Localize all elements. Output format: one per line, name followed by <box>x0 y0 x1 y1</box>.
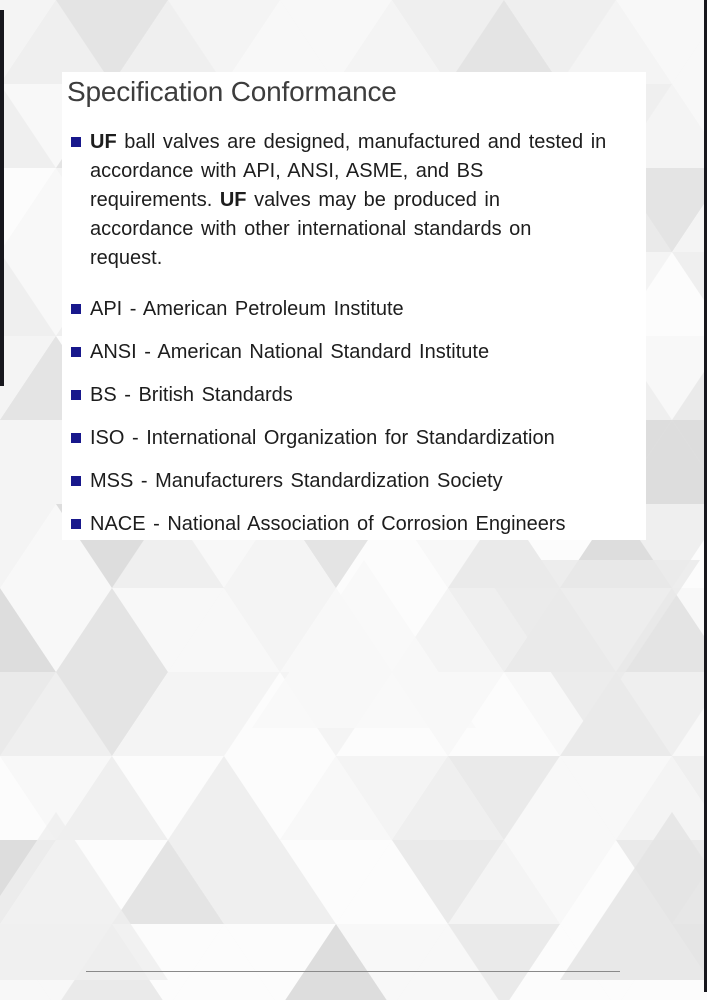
bullet-item <box>62 381 646 410</box>
bullet-square-icon <box>71 476 81 486</box>
content-panel <box>62 72 646 540</box>
bullet-text: ISO - International Organization for Standardization <box>90 427 555 449</box>
bullet-text: MSS - Manufacturers Standardization Society <box>90 470 503 492</box>
bullet-text: BS - British Standards <box>90 384 293 406</box>
bullet-square-icon <box>71 137 81 147</box>
bullet-text: NACE - National Association of Corrosion Engineers <box>90 513 566 535</box>
bullet-item <box>62 510 646 539</box>
bottom-separator-line <box>86 971 620 972</box>
bullet-item <box>62 467 646 496</box>
bullet-item <box>62 338 646 367</box>
page-title: Specification Conformance <box>67 76 397 107</box>
bullet-item <box>62 424 646 453</box>
bullet-square-icon <box>71 390 81 400</box>
bullet-text: ANSI - American National Standard Institute <box>90 341 490 363</box>
bullet-square-icon <box>71 347 81 357</box>
bullet-square-icon <box>71 519 81 529</box>
bullet-text: UF ball valves are designed, manufactured and tested in accordance with API, ANSI, ASME, and BS requirements. UF valves may be produced in accordance with other international standards on request. <box>90 131 607 269</box>
bullet-item <box>62 128 646 273</box>
bullet-item <box>62 295 646 324</box>
bullet-text: API - American Petroleum Institute <box>90 298 404 320</box>
bullet-square-icon <box>71 304 81 314</box>
bullet-list <box>62 128 646 539</box>
left-edge-scan-bar <box>0 10 4 386</box>
bullet-square-icon <box>71 433 81 443</box>
